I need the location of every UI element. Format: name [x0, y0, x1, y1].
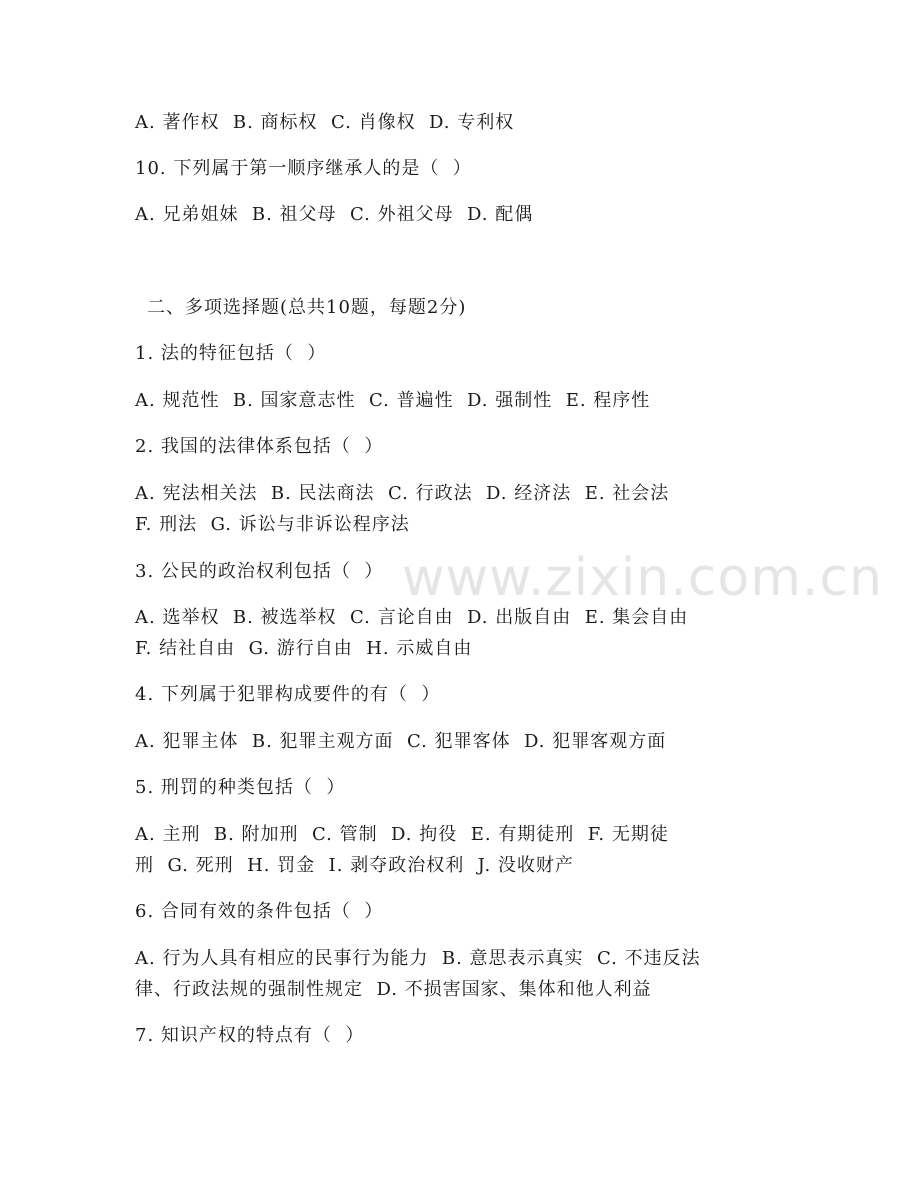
question-10: 10. 下列属于第一顺序继承人的是（ ）	[135, 158, 472, 179]
answer-options-q9: A. 著作权 B. 商标权 C. 肖像权 D. 专利权	[135, 112, 515, 133]
question-4: 4. 下列属于犯罪构成要件的有（ ）	[135, 684, 441, 705]
answer-options-q5-line1: A. 主刑 B. 附加刑 C. 管制 D. 拘役 E. 有期徒刑 F. 无期徒	[135, 824, 669, 845]
answer-options-q10: A. 兄弟姐妹 B. 祖父母 C. 外祖父母 D. 配偶	[135, 204, 534, 225]
question-2: 2. 我国的法律体系包括（ ）	[135, 436, 384, 457]
answer-options-q2-line2: F. 刑法 G. 诉讼与非诉讼程序法	[135, 514, 410, 535]
question-5: 5. 刑罚的种类包括（ ）	[135, 777, 346, 798]
answer-options-q5-line2: 刑 G. 死刑 H. 罚金 I. 剥夺政治权利 J. 没收财产	[135, 855, 574, 876]
question-3: 3. 公民的政治权利包括（ ）	[135, 561, 384, 582]
answer-options-q4: A. 犯罪主体 B. 犯罪主观方面 C. 犯罪客体 D. 犯罪客观方面	[135, 731, 667, 752]
answer-options-q6-line1: A. 行为人具有相应的民事行为能力 B. 意思表示真实 C. 不违反法	[135, 948, 701, 969]
question-6: 6. 合同有效的条件包括（ ）	[135, 901, 384, 922]
question-7: 7. 知识产权的特点有（ ）	[135, 1025, 365, 1046]
answer-options-q1: A. 规范性 B. 国家意志性 C. 普遍性 D. 强制性 E. 程序性	[135, 390, 651, 411]
answer-options-q2-line1: A. 宪法相关法 B. 民法商法 C. 行政法 D. 经济法 E. 社会法	[135, 483, 670, 504]
answer-options-q6-line2: 律、行政法规的强制性规定 D. 不损害国家、集体和他人利益	[135, 979, 652, 1000]
answer-options-q3-line2: F. 结社自由 G. 游行自由 H. 示威自由	[135, 638, 473, 659]
section-heading-multiple-choice: 二、多项选择题(总共10题，每题2分)	[147, 297, 467, 318]
question-1: 1. 法的特征包括（ ）	[135, 343, 327, 364]
watermark: www.zixin.com.cn	[402, 548, 883, 608]
answer-options-q3-line1: A. 选举权 B. 被选举权 C. 言论自由 D. 出版自由 E. 集会自由	[135, 607, 689, 628]
